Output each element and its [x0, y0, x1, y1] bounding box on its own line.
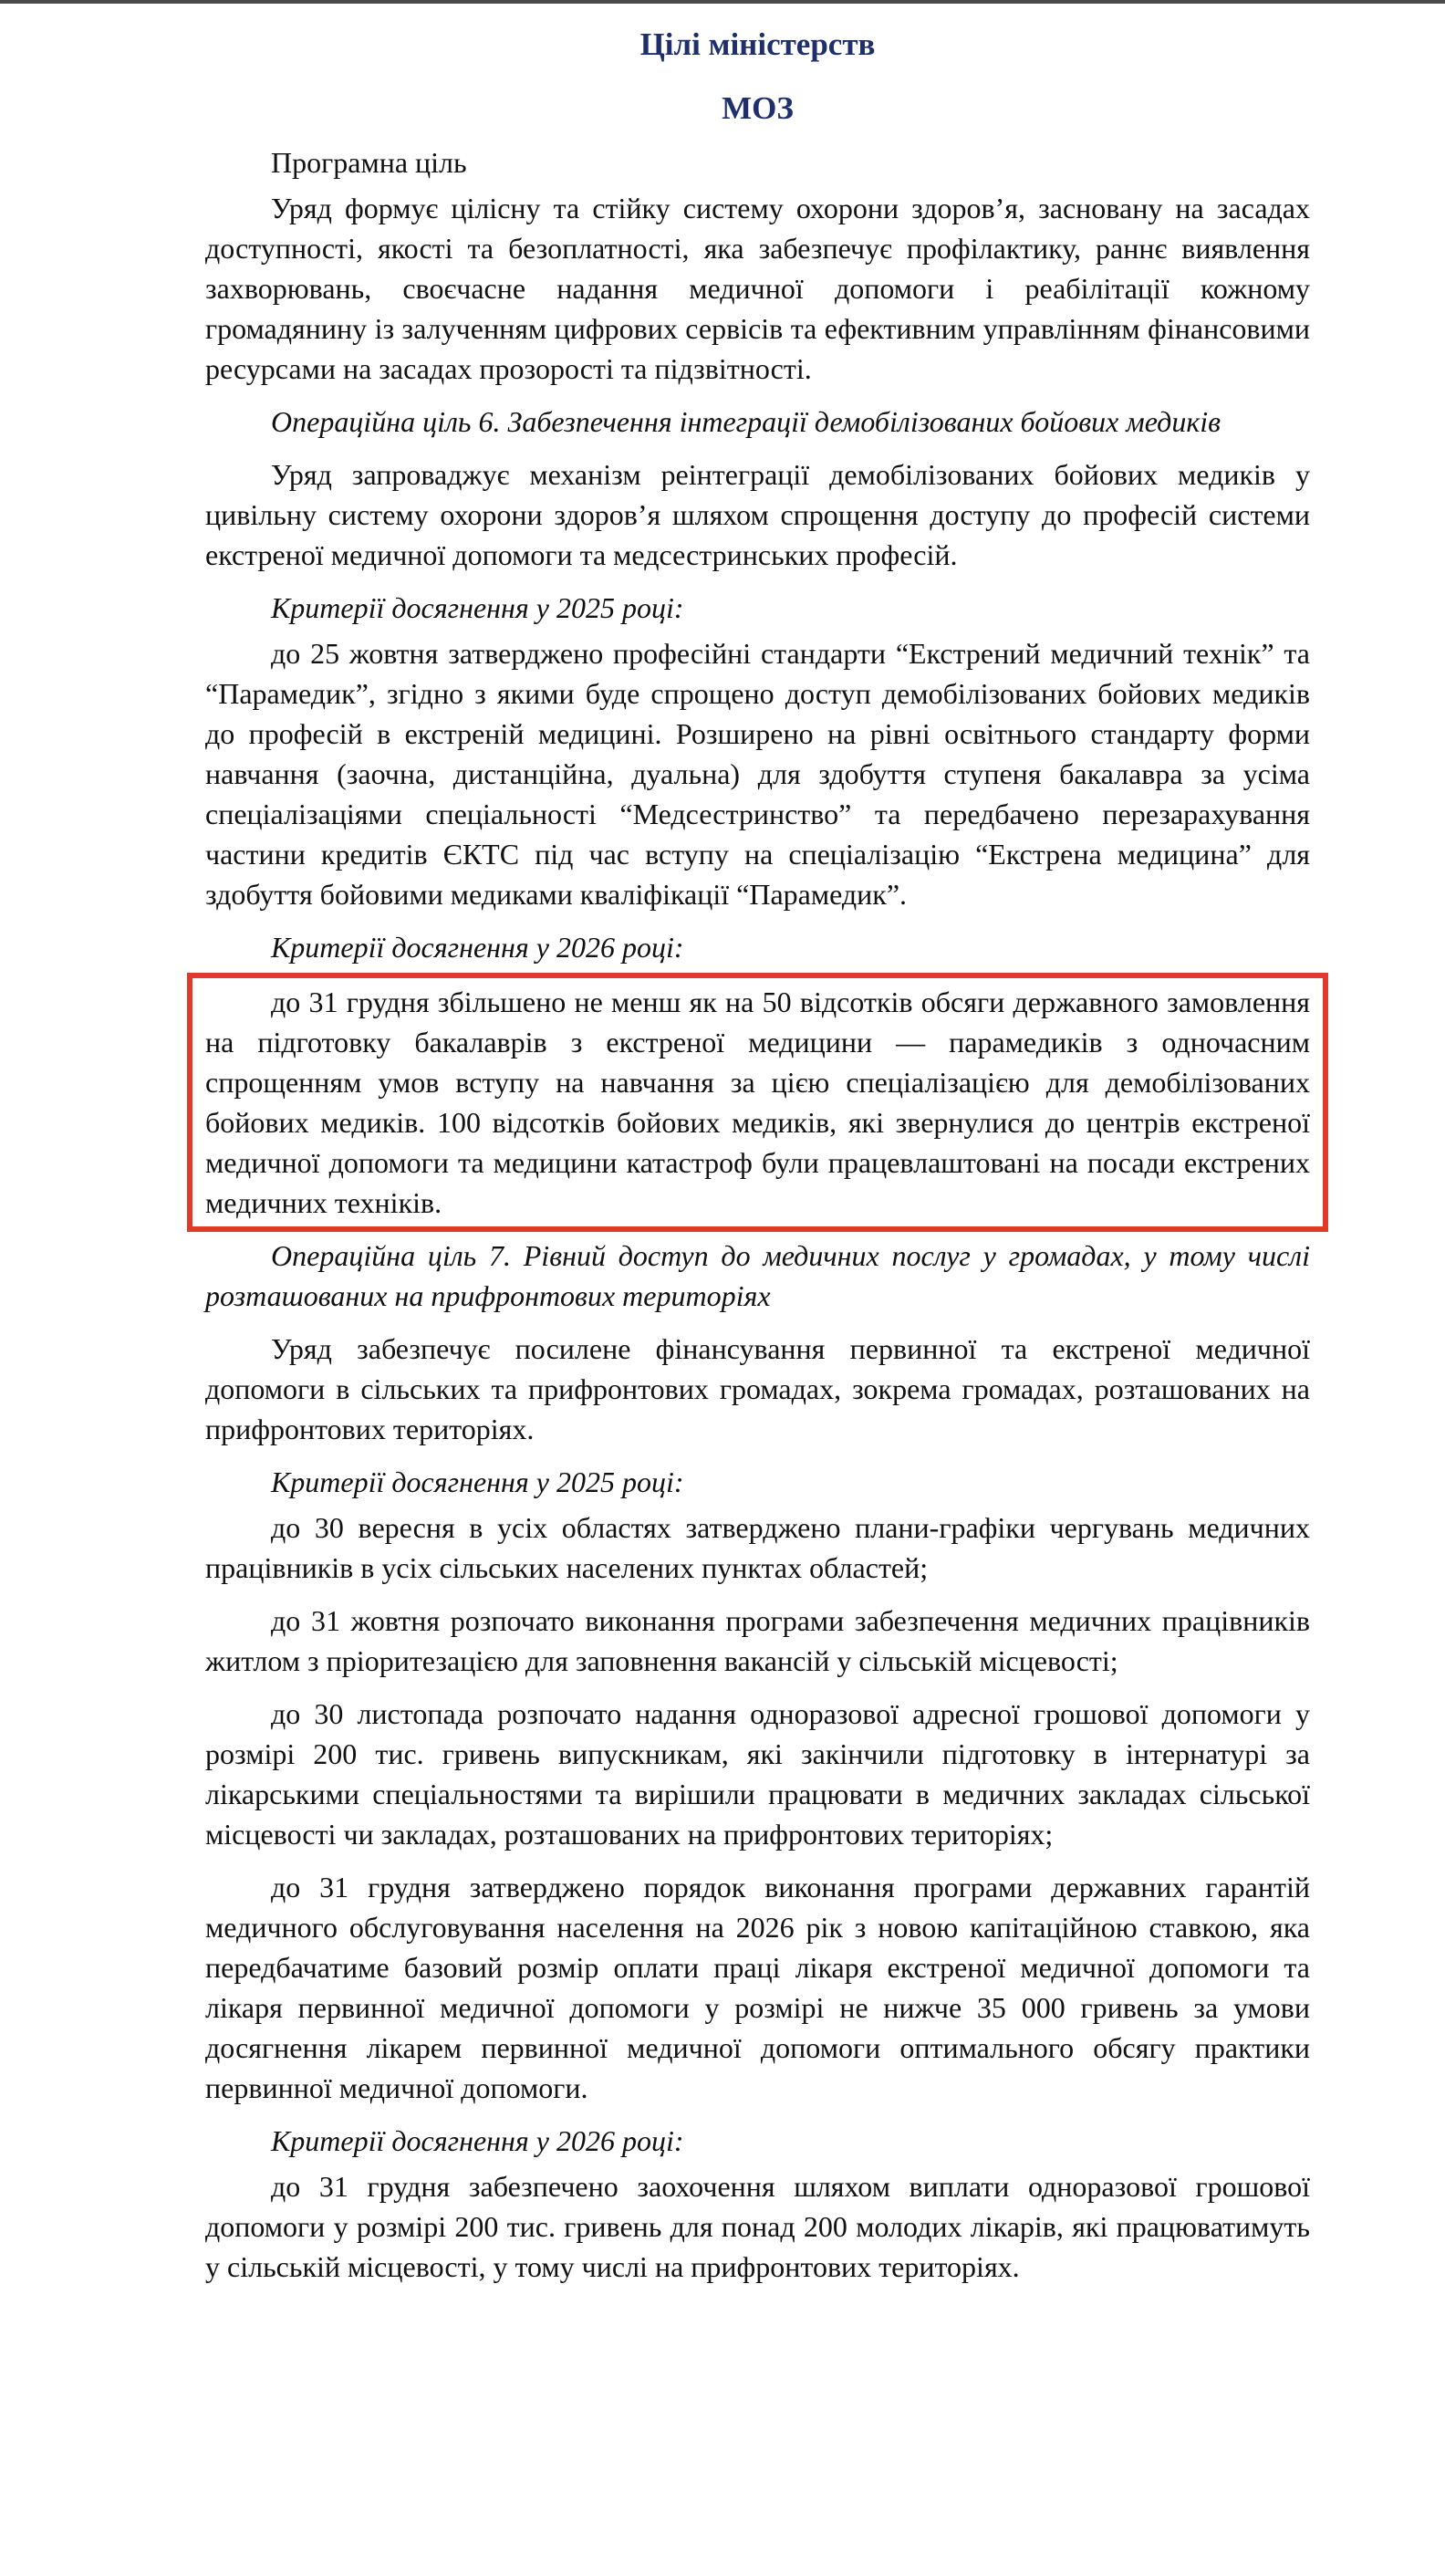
- goal7-criteria-2026: до 31 грудня забезпечено заохочення шляхом виплати одноразової грошової допомоги у розмірі 200 тис. гривень для понад 200 молодих лікарів, які працюватимуть у сільській місцевості, у тому числі на прифронтових територіях.: [205, 2170, 1310, 2283]
- program-goal-text: Уряд формує цілісну та стійку систему охорони здоров’я, засновану на засадах доступності, якості та безоплатності, яка забезпечує профілактику, раннє виявлення захворювань, своєчасне надання медичної допомоги і реабілітації кожному громадянину із залученням цифрових сервісів та ефективним управлінням фінансовими ресурсами на засадах прозорості та підзвітності.: [205, 192, 1310, 385]
- goal7-criteria-2026-label: Критерії досягнення у 2026 році:: [271, 2124, 684, 2157]
- goal6-text: Уряд запроваджує механізм реінтеграції демобілізованих бойових медиків у цивільну систему охорони здоров’я шляхом спрощення доступу до професій системи екстреної медичної допомоги та медсестринських професій.: [205, 458, 1310, 571]
- goal7-criteria-2025-item: до 31 грудня затверджено порядок виконання програми державних гарантій медичного обслуговування населення на 2026 рік з новою капітаційною ставкою, яка передбачатиме базовий розмір оплати праці лікаря екстреної медичної допомоги та лікаря первинної медичної допомоги у розмірі не нижче 35 000 гривень за умови досягнення лікарем первинної медичної допомоги оптимального обсягу практики первинної медичної допомоги.: [205, 1871, 1310, 2104]
- goal7-criteria-2025-item: до 31 жовтня розпочато виконання програми забезпечення медичних працівників житлом з пріоритезацією для заповнення вакансій у сільській місцевості;: [205, 1604, 1310, 1677]
- goal6-criteria-2026: до 31 грудня збільшено не менш як на 50 відсотків обсяги державного замовлення на підготовку бакалаврів з екстреної медицини — парамедиків з одночасним спрощенням умов вступу на навчання за цією спеціалізацією для демобілізованих бойових медиків. 100 відсотків бойових медиків, які звернулися до центрів екстреної медичної допомоги та медицини катастроф були працевлаштовані на посади екстрених медичних техніків.: [205, 986, 1310, 1219]
- goal7-title: Операційна ціль 7. Рівний доступ до медичних послуг у громадах, у тому числі розташованих на прифронтових територіях: [205, 1239, 1310, 1312]
- goal7-criteria-2025-item: до 30 вересня в усіх областях затверджено плани-графіки чергувань медичних працівників в усіх сільських населених пунктах областей;: [205, 1511, 1310, 1584]
- page-title: Цілі міністерств: [639, 26, 876, 62]
- goal7-text: Уряд забезпечує посилене фінансування первинної та екстреної медичної допомоги в сільських та прифронтових громадах, зокрема громадах, розташованих на прифронтових територіях.: [205, 1332, 1310, 1445]
- goal6-criteria-2025: до 25 жовтня затверджено професійні стандарти “Екстрений медичний технік” та “Парамедик”, згідно з якими буде спрощено доступ демобілізованих бойових медиків до професій в екстреній медицині. Розширено на рівні освітнього стандарту форми навчання (заочна, дистанційна, дуальна) для здобуття ступеня бакалавра за усіма спеціалізаціями спеціальності “Медсестринство” та передбачено перезарахування частини кредитів ЄКТС під час вступу на спеціалізацію “Екстрена медицина” для здобуття бойовими медиками кваліфікації “Парамедик”.: [205, 637, 1310, 911]
- highlight-box: [187, 973, 1328, 1232]
- top-border-line: [0, 0, 1445, 4]
- document-page: [205, 26, 1310, 2300]
- ministry-title: МОЗ: [722, 90, 794, 126]
- program-goal-label: Програмна ціль: [271, 146, 467, 179]
- goal6-criteria-2026-label: Критерії досягнення у 2026 році:: [271, 931, 684, 964]
- goal6-title: Операційна ціль 6. Забезпечення інтеграції демобілізованих бойових медиків: [271, 405, 1221, 438]
- goal6-criteria-2025-label: Критерії досягнення у 2025 році:: [271, 591, 684, 624]
- goal7-criteria-2025-label: Критерії досягнення у 2025 році:: [271, 1465, 684, 1498]
- goal7-criteria-2025-item: до 30 листопада розпочато надання одноразової адресної грошової допомоги у розмірі 200 тис. гривень випускникам, які закінчили підготовку в інтернатурі за лікарськими спеціальностями та вирішили працювати в медичних закладах сільської місцевості чи закладах, розташованих на прифронтових територіях;: [205, 1697, 1310, 1851]
